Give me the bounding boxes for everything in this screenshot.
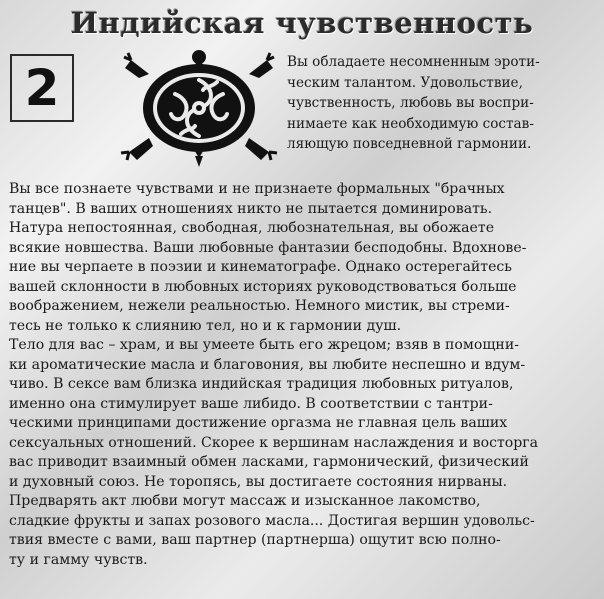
body-line: сексуальных отношений. Скорее к вершинам наслаждения и восторга [9, 434, 539, 451]
turtle-emblem-icon [115, 48, 283, 168]
intro-paragraph [287, 52, 591, 155]
body-line: тесь не только к слиянию тел, но и к гармонии душ. [9, 317, 402, 334]
body-line: сладкие фрукты и запах розового масла... Достигая вершин удовольс- [9, 512, 535, 529]
page-title: Индийская чувственность [70, 6, 534, 40]
body-line: Натура непостоянная, свободная, любознательная, вы обожаете [9, 220, 495, 236]
body-line: вашей склонности в любовных историях руководствоваться больше [9, 278, 517, 295]
intro-line: Вы обладаете несомненным эроти- [287, 54, 540, 70]
body-line: воображением, нежели реальностью. Немного мистик, вы стреми- [9, 298, 510, 314]
body-line: твия вместе с вами, ваш партнер (партнерша) ощутит всю полно- [9, 532, 501, 548]
body-line: Тело для вас – храм, и вы умеете быть его жрецом; взяв в помощни- [9, 337, 519, 353]
body-line: и духовный союз. Не торопясь, вы достигаете состояния нирваны. [9, 473, 508, 490]
intro-line: ляющую повседневной гармонии. [287, 136, 532, 153]
body-line: ческими принципами достижение оргазма не главная цель ваших [9, 415, 508, 431]
body-line: именно она стимулирует ваше либидо. В соответствии с тантри- [9, 395, 493, 412]
body-line: Предварять акт любви могут массаж и изысканное лакомство, [9, 493, 481, 509]
intro-line: чувственность, любовь вы воспри- [287, 95, 534, 112]
body-line: вас приводит взаимный обмен ласками, гармонический, физический [9, 454, 529, 470]
intro-line: ческим талантом. Удовольствие, [287, 74, 523, 91]
body-line: ту и гамму чувств. [9, 551, 148, 568]
number-box: 2 [10, 54, 74, 122]
intro-line: нимаете как необходимую состав- [287, 115, 534, 132]
body-line: ние вы черпаете в поэзии и кинематографе. Однако остерегайтесь [9, 259, 512, 275]
body-line: ки ароматические масла и благовония, вы любите неспешно и вдум- [9, 356, 526, 373]
body-line: Вы все познаете чувствами и не признаете формальных "брачных [9, 181, 505, 197]
body-line: всякие новшества. Ваши любовные фантазии бесподобны. Вдохнове- [9, 239, 527, 256]
body-text [9, 180, 594, 570]
body-line: чиво. В сексе вам близка индийская традиция любовных ритуалов, [9, 376, 514, 392]
body-line: танцев". В ваших отношениях никто не пытается доминировать. [9, 200, 493, 217]
